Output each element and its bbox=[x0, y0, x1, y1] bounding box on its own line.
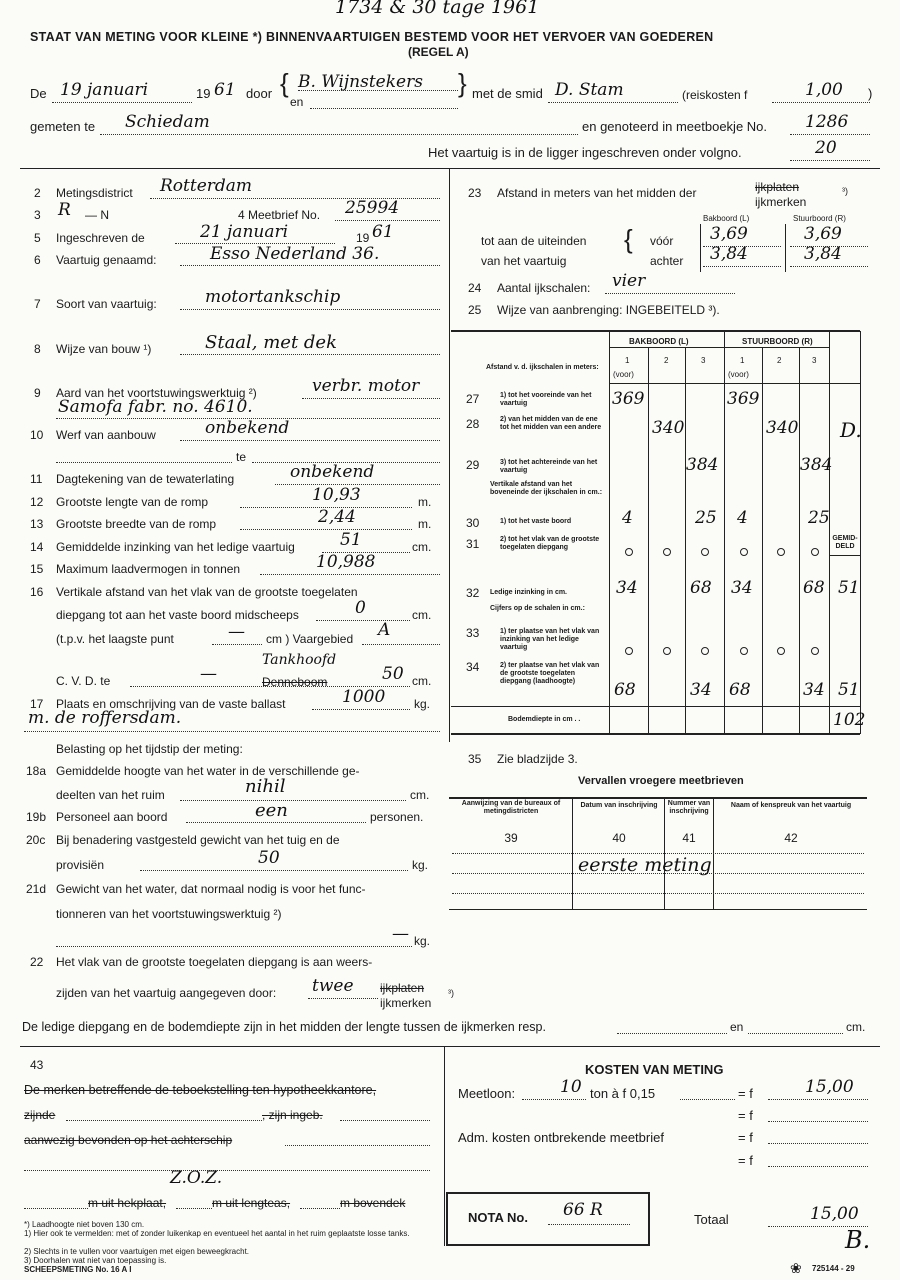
f22-value: twee bbox=[312, 976, 354, 996]
f20c-label-2: provisiën bbox=[56, 858, 105, 872]
f8-value: Staal, met dek bbox=[205, 332, 337, 353]
footnote-star: *) Laadhoogte niet boven 130 cm. bbox=[24, 1220, 145, 1229]
s43-line-2b: , zijn ingeb. bbox=[262, 1108, 323, 1122]
r29-label: 3) tot het achtereinde van het vaartuig bbox=[500, 459, 598, 474]
f18a-value: nihil bbox=[245, 776, 286, 797]
f14-unit: cm. bbox=[412, 540, 432, 554]
f9-value-2: Samofa fabr. no. 4610. bbox=[58, 397, 253, 417]
r30-bb-1: 4 bbox=[622, 508, 633, 528]
f23-bb-head: Bakboord (L) bbox=[703, 214, 750, 223]
reiskosten-label: (reiskosten f bbox=[682, 88, 748, 102]
cvd-label: C. V. D. te bbox=[56, 674, 111, 688]
cvd-place-hw: Tankhoofd bbox=[262, 652, 337, 668]
f12-value: 10,93 bbox=[312, 485, 361, 505]
top-handwriting: 1734 & 30 tage 1961 bbox=[335, 0, 540, 18]
f23-achter-bb: 3,84 bbox=[710, 244, 748, 264]
table-bb-voor: (voor) bbox=[613, 370, 634, 379]
h41: Nummer van inschrijving bbox=[667, 800, 711, 815]
printer-mark-icon: ❀ bbox=[790, 1260, 802, 1276]
cvd-value: — bbox=[200, 664, 217, 684]
f23-opt-1: ijkplaten bbox=[755, 180, 800, 194]
table-cijfers-label: Cijfers op de schalen in cm.: bbox=[490, 605, 585, 612]
f16-label-2: diepgang tot aan het vaste boord midscheeps bbox=[56, 608, 299, 622]
f18a-unit: cm. bbox=[410, 788, 430, 802]
f22-opt-1: ijkplaten bbox=[380, 981, 425, 995]
f21d-unit: kg. bbox=[414, 934, 431, 948]
f3-value: R bbox=[58, 200, 71, 220]
f23-voor-sb: 3,69 bbox=[804, 224, 842, 244]
gemeten-place: Schiedam bbox=[125, 112, 210, 132]
bottom-line-unit: cm. bbox=[846, 1020, 866, 1034]
f25-label: Wijze van aanbrenging: INGEBEITELD ³). bbox=[497, 303, 720, 317]
initials: B. bbox=[845, 1226, 871, 1254]
cvd-num: 50 bbox=[382, 664, 404, 684]
f9-num: 9 bbox=[34, 386, 41, 400]
r32-sb-1: 34 bbox=[731, 578, 753, 598]
print-code: 725144 - 29 bbox=[812, 1264, 855, 1273]
r32-num: 32 bbox=[466, 586, 480, 600]
f23-label: Afstand in meters van het midden der bbox=[497, 186, 697, 200]
f23-row1-a: tot aan de uiteinden bbox=[481, 234, 587, 248]
f6-num: 6 bbox=[34, 253, 41, 267]
form-number: SCHEEPSMETING No. 16 A I bbox=[24, 1265, 132, 1274]
f10-label: Werf van aanbouw bbox=[56, 428, 156, 442]
f21d-value: — bbox=[392, 924, 409, 944]
f19b-label: Personeel aan boord bbox=[56, 810, 168, 824]
f17-unit: kg. bbox=[414, 697, 431, 711]
f4-value: 25994 bbox=[345, 198, 400, 218]
r33-num: 33 bbox=[466, 626, 480, 640]
f15-label: Maximum laadvermogen in tonnen bbox=[56, 562, 241, 576]
r32-label: Ledige inzinking in cm. bbox=[490, 589, 568, 596]
table-sb-voor: (voor) bbox=[728, 370, 749, 379]
vervallen-entry: eerste meting bbox=[578, 854, 712, 876]
s43-num: 43 bbox=[30, 1058, 44, 1072]
r32-bb-3: 68 bbox=[690, 578, 712, 598]
f17-value: 1000 bbox=[342, 687, 386, 707]
smid-label: met de smid bbox=[472, 86, 543, 101]
f17-label: Plaats en omschrijving van de vaste ballast bbox=[56, 697, 286, 711]
h40: Datum van inschrijving bbox=[580, 802, 658, 809]
f22-sup: ³) bbox=[448, 988, 454, 998]
r27-num: 27 bbox=[466, 392, 480, 406]
table-sb-col-2: 2 bbox=[777, 356, 782, 365]
r27-bb-1: 369 bbox=[612, 389, 645, 409]
f11-num: 11 bbox=[30, 472, 43, 486]
s43-line-2a: zijnde bbox=[24, 1108, 56, 1122]
form-subtitle: (REGEL A) bbox=[408, 45, 469, 59]
f13-num: 13 bbox=[30, 517, 44, 531]
r28-num: 28 bbox=[466, 417, 480, 431]
meetloon-value: 10 bbox=[560, 1077, 582, 1097]
f15-value: 10,988 bbox=[316, 552, 376, 572]
en-label: en bbox=[290, 95, 304, 109]
f13-value: 2,44 bbox=[318, 507, 356, 527]
f17-note: m. de roffersdam. bbox=[28, 708, 182, 728]
f9-label: Aard van het voortstuwingswerktuig ²) bbox=[56, 386, 257, 400]
year-prefix: 19 bbox=[196, 86, 211, 101]
f2-num: 2 bbox=[34, 186, 41, 200]
f5-year-value: 61 bbox=[372, 222, 394, 242]
f25-num: 25 bbox=[468, 303, 482, 317]
r28-sb-2: 340 bbox=[766, 418, 799, 438]
table-bb-col-2: 2 bbox=[664, 356, 669, 365]
n42: 42 bbox=[784, 831, 798, 845]
f10-value: onbekend bbox=[205, 418, 290, 438]
f18a-num: 18a bbox=[26, 764, 47, 778]
totaal-label: Totaal bbox=[694, 1212, 729, 1227]
totaal-value: 15,00 bbox=[810, 1204, 859, 1224]
bodemdiepte-label: Bodemdiepte in cm . . bbox=[508, 716, 581, 723]
meetloon-label: Meetloon: bbox=[458, 1086, 516, 1101]
r34-num: 34 bbox=[466, 660, 480, 674]
f16-num: 16 bbox=[30, 585, 44, 599]
f20c-unit: kg. bbox=[412, 858, 429, 872]
f7-label: Soort van vaartuig: bbox=[56, 297, 157, 311]
s43-handwriting: Z.O.Z. bbox=[170, 1168, 223, 1188]
cvd-unit: cm. bbox=[412, 674, 432, 688]
table-bb-head: BAKBOORD (L) bbox=[629, 337, 689, 346]
f18a-label-2: deelten van het ruim bbox=[56, 788, 165, 802]
r32-sb-3: 68 bbox=[803, 578, 825, 598]
f4-label: 4 Meetbrief No. bbox=[238, 208, 321, 222]
reiskosten-value: 1,00 bbox=[805, 80, 843, 100]
n41: 41 bbox=[682, 831, 696, 845]
footnote-3: 3) Doorhalen wat niet van toepassing is. bbox=[24, 1256, 167, 1265]
vervallen-title: Vervallen vroegere meetbrieven bbox=[578, 775, 744, 787]
r32-bb-1: 34 bbox=[616, 578, 638, 598]
meetboekje-label: en genoteerd in meetboekje No. bbox=[582, 119, 768, 134]
r31-num: 31 bbox=[466, 537, 480, 551]
h39: Aanwijzing van de bureaux of metingdistricten bbox=[461, 800, 561, 815]
f23-voor-bb: 3,69 bbox=[710, 224, 748, 244]
f20c-value: 50 bbox=[258, 848, 280, 868]
f24-value: vier bbox=[612, 271, 646, 291]
f8-label: Wijze van bouw ¹) bbox=[56, 342, 152, 356]
r34-bb-1: 68 bbox=[614, 680, 636, 700]
f6-value: Esso Nederland 36. bbox=[210, 244, 380, 264]
reiskosten-close: ) bbox=[868, 86, 873, 101]
f23-opt-2: ijkmerken bbox=[755, 195, 807, 209]
r34-bb-3: 34 bbox=[690, 680, 712, 700]
f8-num: 8 bbox=[34, 342, 41, 356]
f21d-label-2: tionneren van het voortstuwingswerktuig ²) bbox=[56, 907, 282, 921]
nota-value: 66 R bbox=[563, 1200, 603, 1220]
f19b-value: een bbox=[255, 800, 288, 821]
f16-tpv-label: (t.p.v. het laagste punt bbox=[56, 632, 174, 646]
f21d-num: 21d bbox=[26, 882, 47, 896]
f10-te: te bbox=[236, 450, 247, 464]
f21d-label-1: Gewicht van het water, dat normaal nodig is voor het func- bbox=[56, 882, 366, 896]
f5-label: Ingeschreven de bbox=[56, 231, 145, 245]
f9-value: verbr. motor bbox=[312, 376, 420, 396]
r28-side-mark: D. bbox=[840, 418, 862, 442]
f16-value: 0 bbox=[355, 598, 366, 618]
r28-label: 2) van het midden van de ene tot het midden van een andere bbox=[500, 416, 602, 431]
f22-label-2: zijden van het vaartuig aangegeven door: bbox=[56, 986, 277, 1000]
r32-avg: 51 bbox=[838, 578, 860, 598]
table-sb-col-1: 1 bbox=[740, 356, 745, 365]
f5-num: 5 bbox=[34, 231, 41, 245]
f12-unit: m. bbox=[418, 495, 432, 509]
de-label: De bbox=[30, 86, 47, 101]
adm-label: Adm. kosten ontbrekende meetbrief bbox=[458, 1130, 664, 1145]
r34-sb-1: 68 bbox=[729, 680, 751, 700]
table-bb-col-3: 3 bbox=[701, 356, 706, 365]
r31-gemid-head: GEMID-DELD bbox=[832, 535, 858, 550]
f12-num: 12 bbox=[30, 495, 44, 509]
f16-label-1: Vertikale afstand van het vlak van de grootste toegelaten bbox=[56, 585, 358, 599]
gemeten-label: gemeten te bbox=[30, 119, 96, 134]
f19b-num: 19b bbox=[26, 810, 47, 824]
n40: 40 bbox=[612, 831, 626, 845]
f19b-unit: personen. bbox=[370, 810, 424, 824]
cvd-place: Denneboom bbox=[262, 675, 328, 689]
f23-brace: { bbox=[624, 224, 633, 254]
f13-unit: m. bbox=[418, 517, 432, 531]
r33-label: 1) ter plaatse van het vlak van inzinking van het ledige vaartuig bbox=[500, 628, 600, 651]
bodemdiepte-value: 102 bbox=[833, 710, 866, 730]
f35-num: 35 bbox=[468, 752, 482, 766]
kosten-title: KOSTEN VAN METING bbox=[585, 1062, 724, 1077]
r34-label: 2) ter plaatse van het vlak van de grootste toegelaten diepgang (laadhoogte) bbox=[500, 662, 600, 685]
f11-value: onbekend bbox=[290, 462, 375, 482]
r34-sb-3: 34 bbox=[803, 680, 825, 700]
f7-value: motortankschip bbox=[205, 287, 341, 307]
f23-row2-b: achter bbox=[650, 254, 684, 268]
f14-num: 14 bbox=[30, 540, 44, 554]
kosten-eq-3: = f bbox=[738, 1130, 753, 1145]
h42: Naam of kenspreuk van het vaartuig bbox=[730, 802, 852, 809]
bottom-line-en: en bbox=[730, 1020, 744, 1034]
footnote-2: 2) Slechts in te vullen voor vaartuigen met eigen beweegkracht. bbox=[24, 1247, 250, 1256]
r27-sb-1: 369 bbox=[727, 389, 760, 409]
r31-label: 2) tot het vlak van de grootste toegelaten diepgang bbox=[500, 536, 600, 551]
f22-opt-2: ijkmerken bbox=[380, 996, 432, 1010]
f22-label-1: Het vlak van de grootste toegelaten diepgang is aan weers- bbox=[56, 955, 373, 969]
intro-person: B. Wijnstekers bbox=[298, 72, 423, 92]
f15-num: 15 bbox=[30, 562, 44, 576]
belasting-heading: Belasting op het tijdstip der meting: bbox=[56, 742, 243, 756]
f20c-label-1: Bij benadering vastgesteld gewicht van het tuig en de bbox=[56, 833, 340, 847]
meetboekje-value: 1286 bbox=[805, 112, 849, 132]
intro-year: 61 bbox=[214, 80, 236, 100]
f18a-label-1: Gemiddelde hoogte van het water in de verschillende ge- bbox=[56, 764, 360, 778]
f7-num: 7 bbox=[34, 297, 41, 311]
table-sb-head: STUURBOORD (R) bbox=[742, 337, 813, 346]
f2-label: Metingsdistrict bbox=[56, 186, 133, 200]
kosten-eq-2: = f bbox=[738, 1108, 753, 1123]
f5-year: 19 bbox=[356, 231, 370, 245]
f23-achter-sb: 3,84 bbox=[804, 244, 842, 264]
f3-num: 3 bbox=[34, 208, 41, 222]
f13-label: Grootste breedte van de romp bbox=[56, 517, 217, 531]
f16-vaargebied: A bbox=[378, 620, 391, 640]
f23-num: 23 bbox=[468, 186, 482, 200]
s43-line-4c: m bovendek bbox=[340, 1196, 406, 1210]
door-label: door bbox=[246, 86, 273, 101]
f10-num: 10 bbox=[30, 428, 44, 442]
f23-sup: ³) bbox=[842, 186, 848, 196]
table-vert-label: Vertikale afstand van het boveneinde der ijkschalen in cm.: bbox=[490, 481, 603, 496]
f2-value: Rotterdam bbox=[160, 176, 253, 196]
f14-label: Gemiddelde inzinking van het ledige vaartuig bbox=[56, 540, 295, 554]
meetloon-eq: = f bbox=[738, 1086, 753, 1101]
f23-row1-b: vóór bbox=[650, 234, 674, 248]
f16-tpv-unit: cm ) Vaargebied bbox=[266, 632, 354, 646]
nota-label: NOTA No. bbox=[468, 1210, 528, 1225]
r34-avg: 51 bbox=[838, 680, 860, 700]
r29-num: 29 bbox=[466, 458, 480, 472]
f5-value: 21 januari bbox=[200, 222, 289, 242]
f35-label: Zie bladzijde 3. bbox=[497, 752, 578, 766]
f16-tpv-value: — bbox=[228, 622, 245, 642]
r30-sb-1: 4 bbox=[737, 508, 748, 528]
ligger-value: 20 bbox=[815, 138, 837, 158]
f12-label: Grootste lengte van de romp bbox=[56, 495, 209, 509]
form-title: STAAT VAN METING VOOR KLEINE *) BINNENVAARTUIGEN BESTEMD VOOR HET VERVOER VAN GOEDEREN bbox=[30, 30, 714, 44]
r30-sb-3: 25 bbox=[808, 508, 830, 528]
bottom-line-label: De ledige diepgang en de bodemdiepte zijn in het midden der lengte tussen de ijkmerken resp. bbox=[22, 1020, 546, 1034]
kosten-eq-4: = f bbox=[738, 1153, 753, 1168]
r29-bb-3: 384 bbox=[686, 455, 719, 475]
f3-suffix: — N bbox=[85, 208, 109, 222]
smid-name: D. Stam bbox=[555, 80, 624, 100]
r28-bb-2: 340 bbox=[652, 418, 685, 438]
footnote-1: 1) Hier ook te vermelden: met of zonder luikenkap en eventueel het aantal in het ruim geplaatste losse tanks. bbox=[24, 1229, 410, 1238]
r30-bb-3: 25 bbox=[695, 508, 717, 528]
f17-num: 17 bbox=[30, 697, 44, 711]
f14-value: 51 bbox=[340, 530, 362, 550]
brace-left: { bbox=[280, 68, 289, 98]
f24-num: 24 bbox=[468, 281, 482, 295]
r30-label: 1) tot het vaste boord bbox=[500, 518, 572, 525]
brace-right: } bbox=[458, 68, 467, 98]
r29-sb-3: 384 bbox=[800, 455, 833, 475]
r30-num: 30 bbox=[466, 516, 480, 530]
s43-line-1: De merken betreffende de teboekstelling ten hypotheekkantore, bbox=[24, 1083, 377, 1097]
f11-label: Dagtekening van de tewaterlating bbox=[56, 472, 235, 486]
f16-unit: cm. bbox=[412, 608, 432, 622]
table-afstand-label: Afstand v. d. ijkschalen in meters: bbox=[486, 364, 599, 371]
r27-label: 1) tot het vooreinde van het vaartuig bbox=[500, 392, 592, 407]
f23-sb-head: Stuurboord (R) bbox=[793, 214, 846, 223]
f22-num: 22 bbox=[30, 955, 44, 969]
ligger-label: Het vaartuig is in de ligger ingeschreven onder volgno. bbox=[428, 145, 742, 160]
f23-row2-a: van het vaartuig bbox=[481, 254, 567, 268]
s43-line-4b: m uit lengteas, bbox=[212, 1196, 291, 1210]
f6-label: Vaartuig genaamd: bbox=[56, 253, 157, 267]
f24-label: Aantal ijkschalen: bbox=[497, 281, 591, 295]
s43-line-4a: m uit hekplaat, bbox=[88, 1196, 167, 1210]
table-sb-col-3: 3 bbox=[812, 356, 817, 365]
table-bb-col-1: 1 bbox=[625, 356, 630, 365]
f20c-num: 20c bbox=[26, 833, 46, 847]
meetloon-total: 15,00 bbox=[805, 1077, 854, 1097]
n39: 39 bbox=[504, 831, 518, 845]
meetloon-rate: ton à f 0,15 bbox=[590, 1086, 656, 1101]
intro-date: 19 januari bbox=[60, 80, 149, 100]
s43-line-3: aanwezig bevonden op het achterschip bbox=[24, 1133, 233, 1147]
